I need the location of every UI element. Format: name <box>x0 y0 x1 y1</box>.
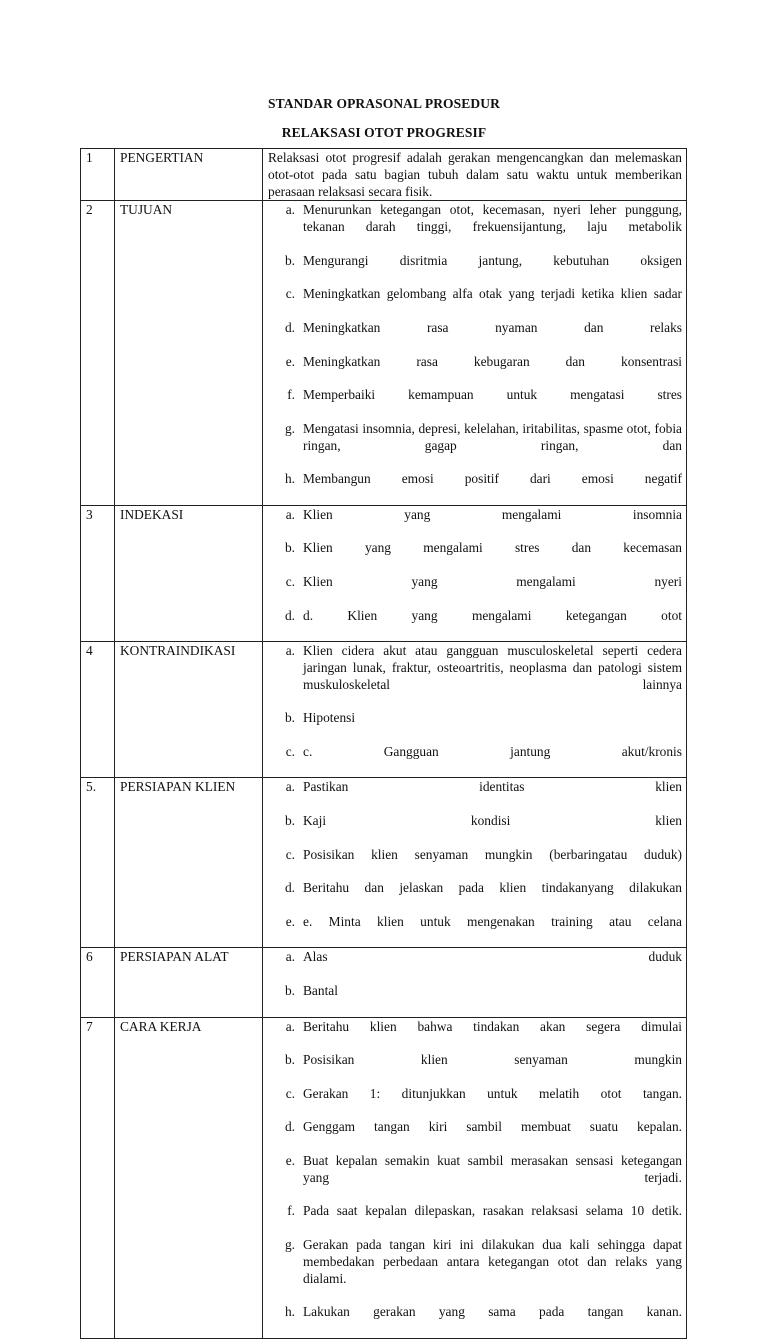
list-item <box>268 421 682 471</box>
list-item-text: Kaji kondisi klien <box>303 813 682 829</box>
list-item-text: Alas duduk <box>303 949 682 965</box>
item-list <box>268 1019 682 1338</box>
list-item <box>268 949 682 983</box>
list-item-marker: b. <box>284 1052 295 1068</box>
section-number: 1 <box>81 149 115 201</box>
list-item-marker: e. <box>285 913 295 929</box>
item-list <box>268 949 682 1016</box>
sop-table-body <box>81 149 687 1339</box>
section-label: PERSIAPAN KLIEN <box>115 778 263 948</box>
list-item <box>268 286 682 320</box>
section-content <box>263 505 687 641</box>
list-item-marker: b. <box>284 813 295 829</box>
list-item <box>268 253 682 287</box>
list-item-marker: g. <box>284 420 295 436</box>
list-item-text: Bantal <box>303 983 338 999</box>
list-item <box>268 1086 682 1120</box>
list-item <box>268 914 682 948</box>
list-item <box>268 1304 682 1338</box>
document-title: STANDAR OPRASONAL PROSEDUR <box>268 96 500 111</box>
list-item-text: Beritahu klien bahwa tindakan akan segera dimulai <box>303 1018 682 1034</box>
list-item-marker: b. <box>284 710 295 726</box>
section-label: INDEKASI <box>115 505 263 641</box>
section-row <box>81 149 687 201</box>
list-item <box>268 1153 682 1203</box>
list-item-text: c. Gangguan jantung akut/kronis <box>303 743 682 759</box>
list-item-marker: e. <box>285 353 295 369</box>
list-item-marker: a. <box>285 1018 295 1034</box>
list-item <box>268 880 682 914</box>
list-item-text: Meningkatkan gelombang alfa otak yang terjadi ketika klien sadar <box>303 286 682 302</box>
item-list <box>268 779 682 947</box>
section-content <box>263 778 687 948</box>
list-item-marker: c. <box>285 743 295 759</box>
list-item <box>268 540 682 574</box>
section-row <box>81 1017 687 1338</box>
list-item-text: Posisikan klien senyaman mungkin (berbaringatau duduk) <box>303 846 682 862</box>
sop-table <box>80 148 687 1339</box>
list-item-text: Meningkatkan rasa nyaman dan relaks <box>303 319 682 335</box>
list-item <box>268 813 682 847</box>
section-label: PENGERTIAN <box>115 149 263 201</box>
list-item-marker: b. <box>284 540 295 556</box>
list-item <box>268 744 682 778</box>
section-content <box>263 948 687 1017</box>
section-label: KONTRAINDIKASI <box>115 642 263 778</box>
section-number: 6 <box>81 948 115 1017</box>
list-item-marker: g. <box>284 1237 295 1252</box>
list-item <box>268 354 682 388</box>
item-list <box>268 643 682 777</box>
list-item <box>268 847 682 881</box>
section-text: Relaksasi otot progresif adalah gerakan mengencangkan dan melemaskan otot-otot pada satu bagian tubuh dalam satu waktu untuk memberikan perasaan relaksasi secara fisik. <box>268 150 682 199</box>
list-item-text: Mengatasi insomnia, depresi, kelelahan, iritabilitas, spasme otot, fobia ringan, gagap ringan, dan <box>303 420 682 453</box>
list-item-text: Klien yang mengalami stres dan kecemasan <box>303 540 682 556</box>
list-item <box>268 387 682 421</box>
list-item-marker: h. <box>284 471 295 487</box>
list-item <box>268 608 682 642</box>
list-item-marker: d. <box>284 1119 295 1135</box>
section-label: TUJUAN <box>115 201 263 505</box>
section-content <box>263 642 687 778</box>
document-subtitle: RELAKSASI OTOT PROGRESIF <box>281 125 487 140</box>
list-item-marker: c. <box>285 286 295 302</box>
list-item-text: Memperbaiki kemampuan untuk mengatasi stres <box>303 387 682 403</box>
list-item-text: Pada saat kepalan dilepaskan, rasakan relaksasi selama 10 detik. <box>303 1203 682 1219</box>
section-number: 7 <box>81 1017 115 1338</box>
section-number: 2 <box>81 201 115 505</box>
section-row <box>81 778 687 948</box>
list-item-text: Menurunkan ketegangan otot, kecemasan, nyeri leher punggung, tekanan darah tinggi, frekuensijantung, laju metabolik <box>303 202 682 235</box>
list-item-text: Klien yang mengalami insomnia <box>303 506 682 522</box>
list-item-text: Lakukan gerakan yang sama pada tangan kanan. <box>303 1304 682 1320</box>
list-item-marker: c. <box>285 1085 295 1101</box>
list-item-marker: f. <box>287 387 295 403</box>
list-item-marker: d. <box>284 880 295 896</box>
section-content <box>263 1017 687 1338</box>
section-number: 4 <box>81 642 115 778</box>
list-item-text: d. Klien yang mengalami ketegangan otot <box>303 607 682 623</box>
list-item-marker: a. <box>285 506 295 522</box>
section-number: 5. <box>81 778 115 948</box>
list-item-marker: a. <box>285 779 295 795</box>
list-item-text: Gerakan 1: ditunjukkan untuk melatih otot tangan. <box>303 1085 682 1101</box>
list-item <box>268 1203 682 1237</box>
list-item-text: Buat kepalan semakin kuat sambil merasakan sensasi ketegangan yang terjadi. <box>303 1153 682 1185</box>
section-row <box>81 201 687 505</box>
list-item-text: e. Minta klien untuk mengenakan training atau celana <box>303 913 682 929</box>
list-item <box>268 202 682 252</box>
list-item-marker: a. <box>285 949 295 965</box>
list-item-text: Hipotensi <box>303 710 356 726</box>
list-item-text: Meningkatkan rasa kebugaran dan konsentrasi <box>303 353 682 369</box>
section-label: PERSIAPAN ALAT <box>115 948 263 1017</box>
section-content <box>263 149 687 201</box>
list-item-text: Mengurangi disritmia jantung, kebutuhan oksigen <box>303 252 682 268</box>
list-item-marker: h. <box>284 1304 295 1320</box>
list-item-text: Klien cidera akut atau gangguan musculoskeletal seperti cedera jaringan lunak, fraktur, osteoartritis, neoplasma dan patologi sistem muskuloskeletal lainnya <box>303 643 682 692</box>
list-item-marker: a. <box>285 643 295 659</box>
list-item-marker: e. <box>285 1153 295 1169</box>
list-item-marker: b. <box>284 252 295 268</box>
list-item-marker: f. <box>287 1203 295 1219</box>
list-item-marker: d. <box>284 319 295 335</box>
list-item <box>268 779 682 813</box>
section-row <box>81 505 687 641</box>
list-item-text: Klien yang mengalami nyeri <box>303 573 682 589</box>
list-item <box>268 643 682 710</box>
list-item-marker: b. <box>284 983 295 999</box>
list-item <box>268 1119 682 1153</box>
list-item-marker: d. <box>284 607 295 623</box>
list-item <box>268 710 682 744</box>
item-list <box>268 507 682 641</box>
section-label: CARA KERJA <box>115 1017 263 1338</box>
list-item-text: Pastikan identitas klien <box>303 779 682 795</box>
section-content <box>263 201 687 505</box>
item-list <box>268 202 682 504</box>
list-item-marker: c. <box>285 573 295 589</box>
section-row <box>81 642 687 778</box>
section-number: 3 <box>81 505 115 641</box>
list-item-marker: c. <box>285 846 295 862</box>
list-item <box>268 320 682 354</box>
list-item-text: Beritahu dan jelaskan pada klien tindakanyang dilakukan <box>303 880 682 896</box>
list-item <box>268 471 682 505</box>
list-item-marker: a. <box>285 202 295 218</box>
list-item <box>268 983 682 1017</box>
list-item <box>268 574 682 608</box>
list-item-text: Membangun emosi positif dari emosi negatif <box>303 471 682 487</box>
list-item-text: Posisikan klien senyaman mungkin <box>303 1052 682 1068</box>
list-item <box>268 507 682 541</box>
list-item-text: Genggam tangan kiri sambil membuat suatu kepalan. <box>303 1119 682 1135</box>
list-item <box>268 1237 682 1304</box>
list-item-text: Gerakan pada tangan kiri ini dilakukan dua kali sehingga dapat membedakan perbedaan antara ketegangan otot dan relaks yang dialami. <box>303 1237 682 1286</box>
list-item <box>268 1052 682 1086</box>
section-row <box>81 948 687 1017</box>
